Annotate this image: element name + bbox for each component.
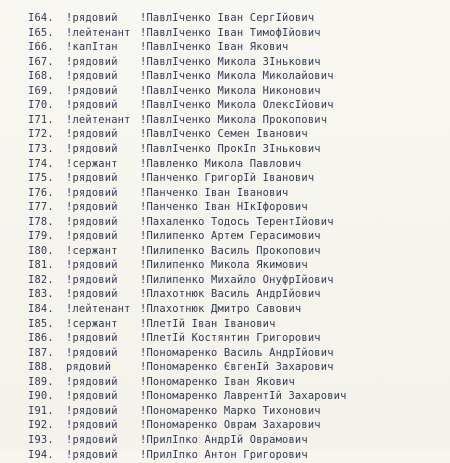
- entry-name: !Панченко ГригорІй Іванович: [140, 172, 315, 185]
- entry-rank: !рядовий: [66, 186, 118, 199]
- entry-number: I91.: [28, 404, 54, 417]
- entry-number: I80.: [28, 244, 54, 257]
- entry-number: I73.: [28, 142, 54, 155]
- entry-name: !Пилипенко Микола Якимович: [140, 259, 308, 272]
- entry-rank: !рядовий: [66, 12, 118, 24]
- entry-name: !ПавлІченко ПрокІп ЗІнькович: [140, 142, 321, 155]
- entry-number: I68.: [28, 70, 54, 83]
- entry-number: I76.: [28, 186, 54, 199]
- entry-rank: !рядовий: [66, 332, 118, 345]
- entry-rank: !рядовий: [66, 84, 118, 97]
- entry-name: !Плахотнюк Дмитро Савович: [140, 303, 302, 315]
- entry-rank: !рядовий: [66, 273, 118, 286]
- entry-number: I75.: [28, 172, 54, 185]
- entry-number: I78.: [28, 215, 54, 228]
- entry-number: I64.: [28, 12, 54, 24]
- entry-rank: !лейтенант: [66, 26, 131, 39]
- entry-rank: !лейтенант: [66, 113, 131, 126]
- entry-number: I65.: [28, 26, 54, 39]
- entry-rank: !рядовий: [66, 172, 118, 185]
- entry-rank: !сержант: [66, 157, 118, 170]
- entry-name: !Пономаренко Оврам Захарович: [140, 419, 321, 432]
- entry-rank: !рядовий: [66, 201, 118, 214]
- entry-rank: !рядовий: [66, 288, 118, 301]
- entry-number: I79.: [28, 230, 54, 243]
- entry-rank: !рядовий: [66, 230, 118, 243]
- entry-name: !Пономаренко Василь АндрІйович: [140, 346, 334, 359]
- entry-rank: !рядовий: [66, 433, 118, 446]
- entry-name: !ПавлІченко Микола Никонович: [140, 84, 321, 97]
- entry-name: !ПрилІпко Антон Григорович: [140, 448, 308, 461]
- entry-rank: !рядовий: [66, 99, 118, 112]
- entry-rank: !рядовий: [66, 215, 118, 228]
- entry-number: I74.: [28, 157, 54, 170]
- entry-rank: !рядовий: [66, 448, 118, 461]
- entry-rank: !рядовий: [66, 419, 118, 432]
- entry-number: I77.: [28, 201, 54, 214]
- entry-name: !ПавлІченко Микола Миколайович: [140, 70, 334, 83]
- entry-name: !ПавлІченко Іван ТимофІйович: [140, 26, 321, 39]
- entry-name: !Пилипенко Михайло ОнуфрІйович: [140, 273, 334, 286]
- entry-rank: !рядовий: [66, 404, 118, 417]
- entry-name: !ПлетІй Костянтин Григорович: [140, 332, 321, 345]
- entry-name: !ПлетІй Іван Іванович: [140, 317, 276, 330]
- entry-name: !Панченко Іван НІкІфорович: [140, 201, 308, 214]
- entry-number: I90.: [28, 390, 54, 403]
- entry-rank: !сержант: [66, 317, 118, 330]
- entry-name: !Пономаренко Іван Якович: [140, 375, 295, 388]
- entry-rank: !рядовий: [66, 259, 118, 272]
- entry-number: I93.: [28, 433, 54, 446]
- entry-number: I66.: [28, 41, 54, 54]
- entry-number: I72.: [28, 128, 54, 141]
- entry-rank: !сержант: [66, 244, 118, 257]
- entry-number: I67.: [28, 55, 54, 68]
- entry-rank: !рядовий: [66, 375, 118, 388]
- entry-name: !Пилипенко Артем Герасимович: [140, 230, 321, 243]
- entry-name: !Пономаренко ЄвгенІй Захарович: [140, 361, 334, 374]
- entry-number: I86.: [28, 332, 54, 345]
- entry-name: !ПавлІченко Іван СергІйович: [140, 12, 315, 24]
- entry-number: I88.: [28, 361, 54, 374]
- entry-name: !ПрилІпко АндрІй Оврамович: [140, 433, 308, 446]
- entry-rank: !рядовий: [66, 70, 118, 83]
- entry-name: !ПавлІченко Іван Якович: [140, 41, 289, 54]
- entry-name: !Павленко Микола Павлович: [140, 157, 302, 170]
- entry-number: I83.: [28, 288, 54, 301]
- entry-rank: рядовий: [66, 361, 112, 374]
- entry-name: !ПавлІченко Микола ЗІнькович: [140, 55, 321, 68]
- entry-name: !ПавлІченко Микола Прокопович: [140, 113, 328, 126]
- entry-rank: !капІтан: [66, 41, 118, 54]
- entry-number: I70.: [28, 99, 54, 112]
- entry-rank: !рядовий: [66, 128, 118, 141]
- entry-number: I87.: [28, 346, 54, 359]
- entry-number: I92.: [28, 419, 54, 432]
- entry-name: !ПавлІченко Семен Іванович: [140, 128, 308, 141]
- entry-rank: !рядовий: [66, 390, 118, 403]
- entry-rank: !рядовий: [66, 142, 118, 155]
- list-item: [0, 447, 450, 463]
- entry-number: I94.: [28, 448, 54, 461]
- entry-rank: !рядовий: [66, 55, 118, 68]
- entry-name: !Пахаленко Тодось ТерентІйович: [140, 215, 334, 228]
- entry-name: !ПавлІченко Микола ОлексІйович: [140, 99, 334, 112]
- entry-number: I89.: [28, 375, 54, 388]
- entry-rank: !рядовий: [66, 346, 118, 359]
- entry-number: I81.: [28, 259, 54, 272]
- entry-name: !Пилипенко Василь Прокопович: [140, 244, 321, 257]
- entry-name: !Пономаренко ЛаврентІй Захарович: [140, 390, 347, 403]
- entry-name: !Плахотнюк Василь АндрІйович: [140, 288, 321, 301]
- entry-rank: !лейтенант: [66, 303, 131, 315]
- entry-number: I69.: [28, 84, 54, 97]
- entry-number: I82.: [28, 273, 54, 286]
- entry-number: I84.: [28, 303, 54, 315]
- entry-number: I71.: [28, 113, 54, 126]
- entry-name: !Пономаренко Марко Тихонович: [140, 404, 321, 417]
- entry-name: !Панченко Іван Іванович: [140, 186, 289, 199]
- entry-number: I85.: [28, 317, 54, 330]
